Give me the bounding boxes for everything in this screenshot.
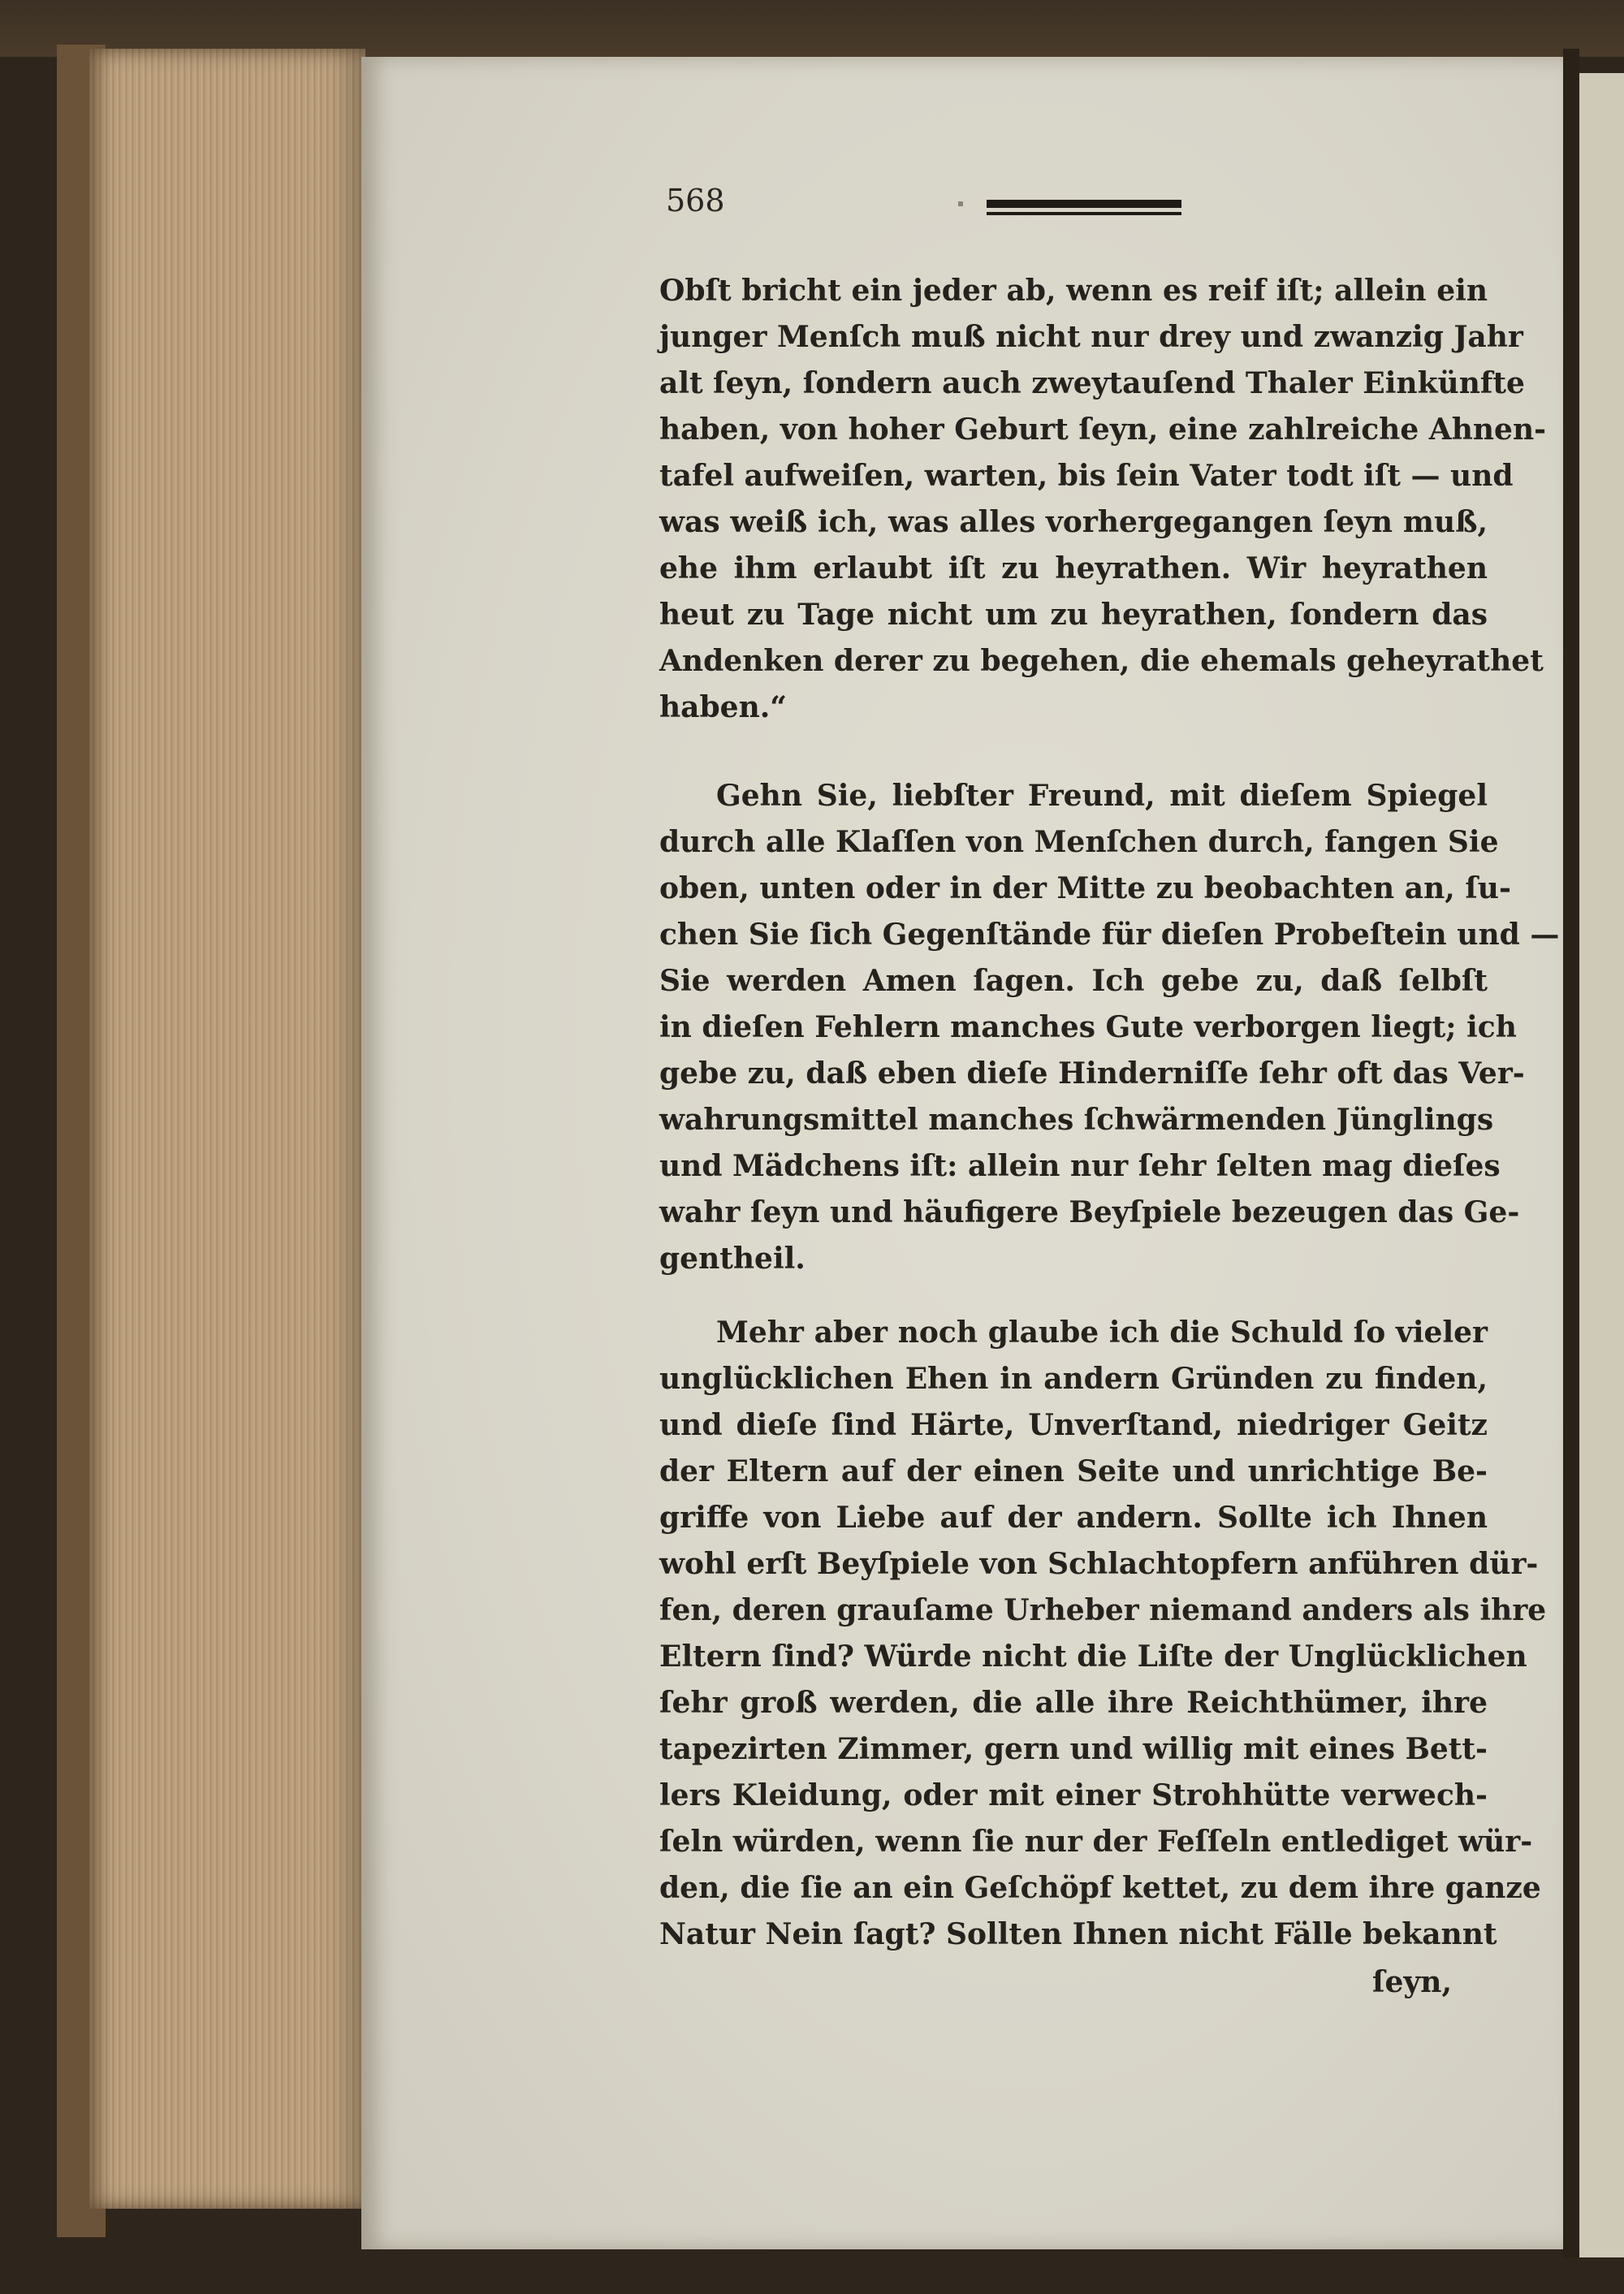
text-line: Andenken derer zu begehen, die ehemals geheyrathet xyxy=(659,644,1544,678)
paragraph-1 xyxy=(659,268,1547,731)
text-line: griffe von Liebe auf der andern. Sollte ich Ihnen xyxy=(659,1501,1488,1535)
text-line: Gehn Sie, liebſter Freund, mit dieſem Spiegel xyxy=(716,779,1488,813)
text-line: und dieſe ſind Härte, Unverſtand, niedriger Geitz xyxy=(659,1408,1488,1442)
text-line: Sie werden Amen ſagen. Ich gebe zu, daß ſelbſt xyxy=(659,964,1488,998)
text-line: Mehr aber noch glaube ich die Schuld ſo vieler xyxy=(716,1315,1488,1350)
text-line: lers Kleidung, oder mit einer Strohhütte verwech- xyxy=(659,1778,1488,1812)
text-line: chen Sie ſich Gegenſtände für dieſen Probeſtein und — xyxy=(659,918,1560,952)
text-line: tapezirten Zimmer, gern und willig mit eines Bett- xyxy=(659,1732,1488,1766)
page-number: 568 xyxy=(666,183,725,218)
text-line: Eltern ſind? Würde nicht die Liſte der Unglücklichen xyxy=(659,1639,1527,1674)
text-line: ehe ihm erlaubt iſt zu heyrathen. Wir heyrathen xyxy=(659,551,1488,585)
text-line: ſehr groß werden, die alle ihre Reichthümer, ihre xyxy=(659,1686,1488,1720)
paragraph-2 xyxy=(659,773,1560,1282)
catchword: ſeyn, xyxy=(1372,1965,1453,1999)
text-line: haben.“ xyxy=(659,690,787,724)
text-line: durch alle Klaſſen von Menſchen durch, fangen Sie xyxy=(659,825,1499,859)
text-line: gebe zu, daß eben dieſe Hinderniſſe ſehr oft das Ver- xyxy=(659,1056,1525,1091)
text-line: alt ſeyn, ſondern auch zweytauſend Thaler Einkünfte xyxy=(659,366,1525,400)
next-page-sliver xyxy=(1579,73,1624,2257)
text-line: der Eltern auf der einen Seite und unrichtige Be- xyxy=(659,1454,1488,1488)
header-ornament-dot xyxy=(958,201,963,206)
text-line: fen, deren grauſame Urheber niemand anders als ihre xyxy=(659,1593,1547,1627)
paragraph-3 xyxy=(659,1310,1547,1958)
text-line: unglücklichen Ehen in andern Gründen zu finden, xyxy=(659,1362,1488,1396)
book-page-edges xyxy=(89,49,365,2209)
text-line: in dieſen Fehlern manches Gute verborgen liegt; ich xyxy=(659,1010,1517,1044)
book-gutter xyxy=(1563,49,1579,2257)
text-line: tafel aufweiſen, warten, bis ſein Vater todt iſt — und xyxy=(659,459,1514,493)
text-line: was weiß ich, was alles vorhergegangen ſeyn muß, xyxy=(659,505,1488,539)
text-line: gentheil. xyxy=(659,1242,806,1276)
text-line: Obſt bricht ein jeder ab, wenn es reif iſt; allein ein xyxy=(659,274,1488,308)
text-line: heut zu Tage nicht um zu heyrathen, ſondern das xyxy=(659,598,1488,632)
text-line: wahr ſeyn und häufigere Beyſpiele bezeugen das Ge- xyxy=(659,1195,1520,1229)
text-line: haben, von hoher Geburt ſeyn, eine zahlreiche Ahnen- xyxy=(659,413,1547,447)
text-line: Natur Nein ſagt? Sollten Ihnen nicht Fälle bekannt xyxy=(659,1917,1497,1951)
header-rule xyxy=(987,200,1181,215)
text-line: oben, unten oder in der Mitte zu beobachten an, ſu- xyxy=(659,871,1511,905)
text-line: und Mädchens iſt: allein nur ſehr ſelten mag dieſes xyxy=(659,1149,1501,1183)
text-line: ſeln würden, wenn ſie nur der Feſſeln entlediget wür- xyxy=(659,1825,1533,1859)
text-line: wohl erſt Beyſpiele von Schlachtopfern anführen dür- xyxy=(659,1547,1539,1581)
text-line: wahrungsmittel manches ſchwärmenden Jünglings xyxy=(659,1103,1494,1137)
text-line: den, die ſie an ein Geſchöpf kettet, zu dem ihre ganze xyxy=(659,1871,1541,1905)
text-line: junger Menſch muß nicht nur drey und zwanzig Jahr xyxy=(659,320,1523,354)
